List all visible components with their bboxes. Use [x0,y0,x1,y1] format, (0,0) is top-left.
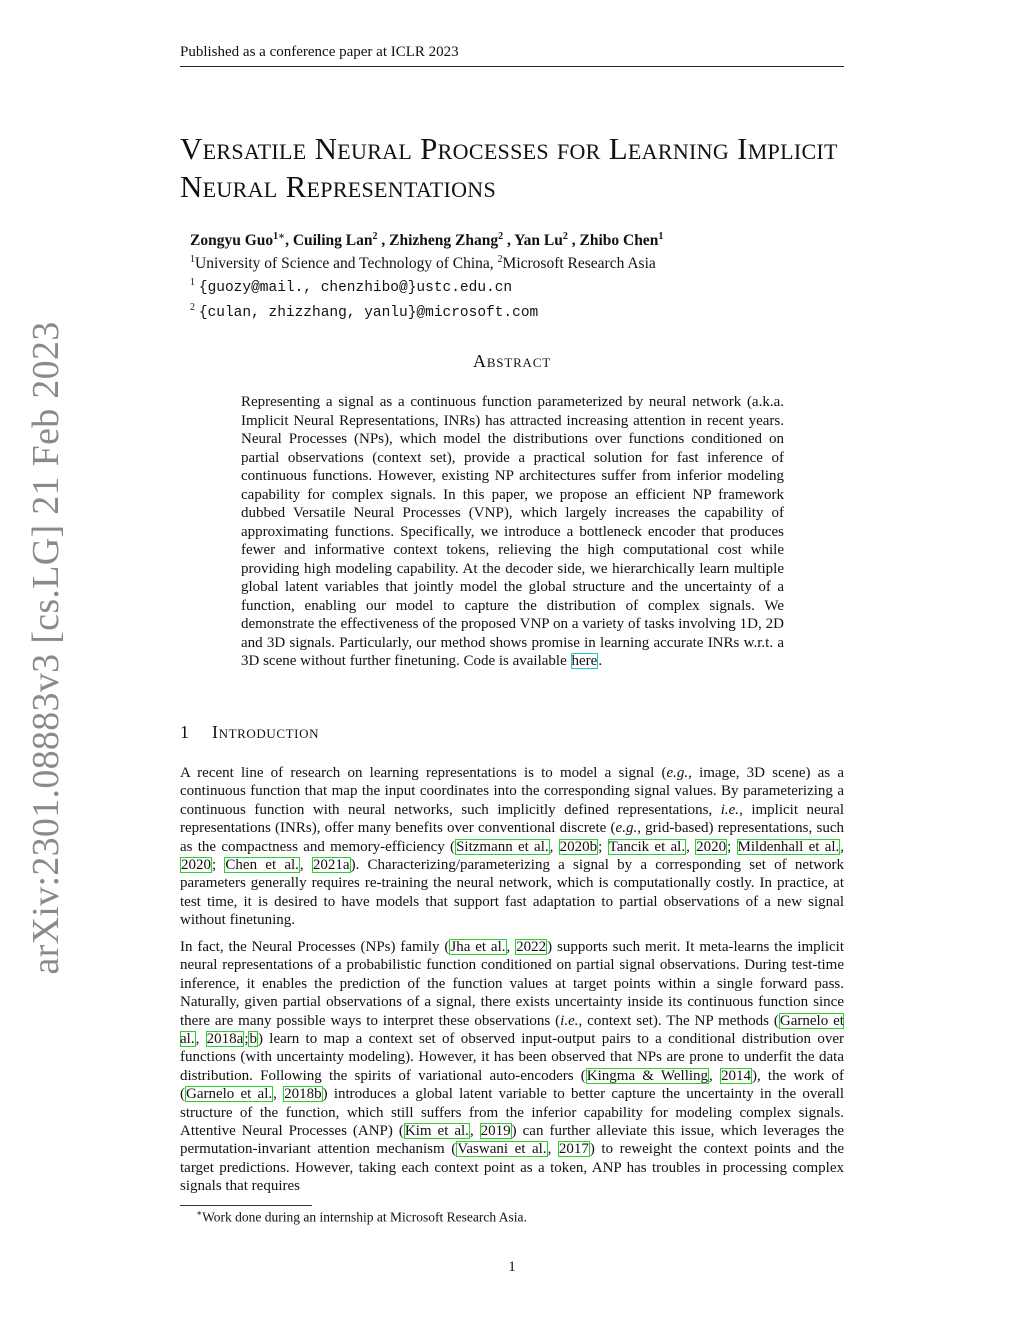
arxiv-identifier: arXiv:2301.08883v3 [cs.LG] 21 Feb 2023 [25,321,67,975]
citation-link[interactable]: Sitzmann et al. [456,838,549,855]
author-names: Zongyu Guo$^{1∗}$, Cuiling Lan$^2$ , Zhizheng Zhang$^2$ , Yan Lu$^2$ , Zhibo Chen$^1$ [190,231,664,250]
author-name: Zongyu Guo [190,232,274,250]
intro-paragraph-2: In fact, the Neural Processes (NPs) family (Jha et al., 2022) supports such merit. It meta-learns the implicit neural representations of a probabilistic function conditioned on partial signal observations. During test-time inference, it enables the prediction of the function values at target points within a single forward pass. Naturally, given partial observations of a signal, there exists uncertainty inside its continuous function since there are many possible ways to interpret these observations (i.e., context set). The NP methods (Garnelo et al., 2018a;b) learn to map a context set of observed input-output pairs to a conditional distribution over functions (with uncertainty modeling). However, it has been observed that NPs are prone to underfit the data distribution. Following the spirits of variational auto-encoders (Kingma & Welling, 2014), the work of (Garnelo et al., 2018b) introduces a global latent variable to better capture the uncertainty in the overall structure of the function, which still suffers from the inferior capability for modeling complex signals. Attentive Neural Processes (ANP) (Kim et al., 2019) can further alleviate this issue, which leverages the permutation-invariant attention mechanism (Vaswani et al., 2017) to reweight the context points and the target predictions. However, taking each context point as a token, ANP has troubles in processing complex signals that requires [180,939,845,1195]
citation-link[interactable]: 2019 [480,1123,511,1140]
citation-link[interactable]: Kingma & Welling [586,1067,709,1084]
author-name: Yan Lu [514,232,563,250]
citation-link[interactable]: 2020 [696,838,727,855]
citation-link[interactable]: 2017 [558,1141,589,1158]
section-number: 1 [180,722,189,742]
page-number: 1 [508,1259,516,1275]
email-2: {culan, zhizzhang, yanlu}@microsoft.com [198,305,539,322]
affiliations: $^1$University of Science and Technology of China, $^2$Microsoft Research Asia [190,254,656,273]
footnote-mark: ∗ [196,1208,203,1218]
citation-link[interactable]: Tancik et al. [608,838,686,855]
running-header: Published as a conference paper at ICLR 2023 [180,44,459,60]
author-block [190,227,840,324]
footnote-text: Work done during an internship at Microsoft Research Asia. [202,1209,527,1225]
citation-link[interactable]: 2022 [516,939,547,955]
author-sup: 1 [658,231,664,242]
header-rule [180,66,844,67]
citation-link[interactable]: b [249,1031,257,1048]
citation-link[interactable]: 2018b [284,1086,322,1103]
code-link[interactable]: here [571,653,598,669]
citation-link[interactable]: Chen et al. [225,857,299,874]
author-sup: 1∗ [273,231,286,242]
author-name: Cuiling Lan [292,232,373,250]
abstract-heading: Abstract [473,351,551,371]
affiliation-2: Microsoft Research Asia [502,255,656,273]
footnote-rule [180,1205,312,1206]
author-sup: 2 [498,231,504,242]
citation-link[interactable]: Vaswani et al. [457,1141,547,1158]
affiliation-1: University of Science and Technology of China, [195,255,498,273]
citation-link[interactable]: Garnelo et al. [186,1086,273,1103]
intro-paragraph-1: A recent line of research on learning representations is to model a signal (e.g., image, 3D scene) as a continuous function that map the input coordinates into the corresponding signal values. By parameterizing a continuous function with neural networks, such implicitly defined representations, i.e., implicit neural representations (INRs), offer many benefits over conventional discrete (e.g., grid-based) representations, such as the compactness and memory-efficiency (Sitzmann et al., 2020b; Tancik et al., 2020; Mildenhall et al., 2020; Chen et al., 2021a). Characterizing/parameterizing a signal by a corresponding set of network parameters generally requires re-training the neural network, which is computationally costly. In practice, at test time, it is desired to have models that support fast adaptation to partial observations of a new signal without finetuning. [180,765,845,929]
footnote [196,1208,527,1226]
citation-link[interactable]: 2020 [181,857,211,874]
abstract-text: Representing a signal as a continuous function parameterized by neural network (a.k.a. Implicit Neural Representations, INRs) has attracted increasing attention in recent years. Neural Processes (NPs), which model the distributions over functions conditioned on partial observations (context set), provide a practical solution for fast inference of continuous functions. However, existing NP architectures suffer from inferior modeling capability for complex signals. In this paper, we propose an efficient NP framework dubbed Versatile Neural Processes (VNP), which largely increases the capability of approximating functions. Specifically, we introduce a bottleneck encoder that produces fewer and informative context tokens, relieving the high computational cost while providing high modeling capability. At the decoder side, we hierarchically learn multiple global latent variables that jointly model the global structure and the uncertainty of a function, enabling our model to capture the distribution of complex signals. We demonstrate the effectiveness of the proposed VNP on a variety of tasks involving 1D, 2D and 3D signals. Particularly, our method shows promise in learning accurate INRs w.r.t. a 3D scene without further finetuning. Code is available here. [241,394,784,669]
author-name: Zhizheng Zhang [389,232,499,250]
section-heading [180,722,319,743]
citation-link[interactable]: Mildenhall et al. [737,838,840,855]
email-1: {guozy@mail., chenzhibo@}ustc.edu.cn [198,280,513,297]
author-sup: 2 [372,231,378,242]
citation-link[interactable]: 2020b [559,838,598,855]
citation-link[interactable]: Kim et al. [404,1123,469,1140]
citation-link[interactable]: Jha et al. [450,939,506,955]
author-sup: 2 [562,231,568,242]
citation-link[interactable]: 2014 [720,1067,751,1084]
email-line-2: $^2$ {culan, zhizzhang, yanlu}@microsoft.com [190,302,539,322]
email-line-1: $^1$ {guozy@mail., chenzhibo@}ustc.edu.cn [190,277,513,297]
section-title: Introduction [212,722,320,742]
citation-link[interactable]: 2018a [206,1031,244,1048]
citation-link[interactable]: Garnelo et al. [180,1012,844,1048]
paper-title: Versatile Neural Processes for Learning Implicit Neural Representations [180,131,838,204]
author-name: Zhibo Chen [579,232,659,250]
citation-link[interactable]: 2021a [312,857,350,874]
